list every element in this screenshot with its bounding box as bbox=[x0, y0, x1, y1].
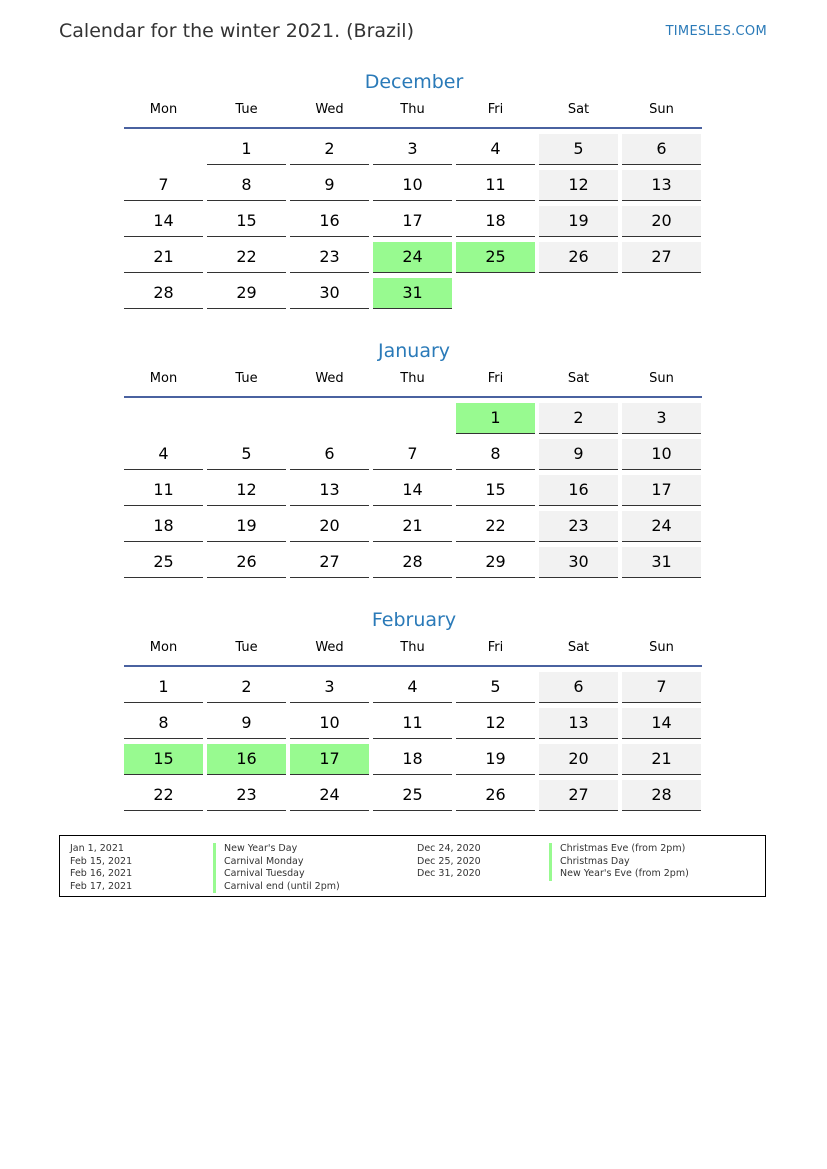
day-cell: 28 bbox=[373, 547, 452, 578]
day-cell: 21 bbox=[124, 242, 203, 273]
day-cell: 12 bbox=[207, 475, 286, 506]
day-cell: 14 bbox=[373, 475, 452, 506]
day-cell: 2 bbox=[539, 403, 618, 434]
month-december bbox=[124, 67, 704, 314]
weekday-label: Wed bbox=[315, 371, 344, 386]
month-january bbox=[124, 336, 704, 583]
day-cell: 16 bbox=[290, 206, 369, 237]
week-row bbox=[124, 475, 704, 506]
day-cell: 24 bbox=[373, 242, 452, 273]
day-cell: 8 bbox=[124, 708, 203, 739]
day-cell: 17 bbox=[622, 475, 701, 506]
day-cell: 9 bbox=[539, 439, 618, 470]
day-cell: 11 bbox=[373, 708, 452, 739]
day-cell: 5 bbox=[456, 672, 535, 703]
weekday-label: Fri bbox=[487, 640, 504, 655]
day-cell: 19 bbox=[539, 206, 618, 237]
day-cell: 8 bbox=[456, 439, 535, 470]
week-row bbox=[124, 672, 704, 703]
day-cell: 9 bbox=[290, 170, 369, 201]
day-cell: 26 bbox=[539, 242, 618, 273]
weekday-label: Wed bbox=[315, 640, 344, 655]
day-cell: 25 bbox=[124, 547, 203, 578]
day-cell: 1 bbox=[207, 134, 286, 165]
day-cell: 25 bbox=[373, 780, 452, 811]
day-cell: 18 bbox=[456, 206, 535, 237]
day-cell: 17 bbox=[290, 744, 369, 775]
day-cell: 12 bbox=[539, 170, 618, 201]
day-cell: 2 bbox=[290, 134, 369, 165]
month-title: December bbox=[364, 71, 464, 93]
weekday-label: Mon bbox=[149, 371, 178, 386]
day-cell: 11 bbox=[124, 475, 203, 506]
day-cell: 4 bbox=[124, 439, 203, 470]
legend-date: Feb 16, 2021 bbox=[70, 868, 133, 879]
day-cell: 8 bbox=[207, 170, 286, 201]
day-cell: 23 bbox=[539, 511, 618, 542]
day-cell: 10 bbox=[622, 439, 701, 470]
day-cell: 23 bbox=[207, 780, 286, 811]
day-cell: 28 bbox=[622, 780, 701, 811]
day-cell: 10 bbox=[290, 708, 369, 739]
legend-holiday-name: Christmas Day bbox=[560, 855, 630, 867]
month-february bbox=[124, 605, 704, 816]
day-cell: 5 bbox=[207, 439, 286, 470]
legend-holiday-name: Carnival end (until 2pm) bbox=[224, 880, 340, 892]
day-cell: 30 bbox=[539, 547, 618, 578]
day-cell bbox=[373, 403, 452, 434]
day-cell: 29 bbox=[207, 278, 286, 309]
day-cell: 9 bbox=[207, 708, 286, 739]
legend-holiday-name: New Year's Eve (from 2pm) bbox=[560, 868, 689, 879]
day-cell: 21 bbox=[622, 744, 701, 775]
day-cell bbox=[124, 403, 203, 434]
week-row bbox=[124, 511, 704, 542]
day-cell: 6 bbox=[290, 439, 369, 470]
day-cell: 27 bbox=[622, 242, 701, 273]
weekday-header bbox=[124, 101, 704, 127]
header-rule bbox=[124, 127, 702, 129]
day-cell: 25 bbox=[456, 242, 535, 273]
weekday-label: Thu bbox=[400, 102, 425, 117]
day-cell: 7 bbox=[622, 672, 701, 703]
week-row bbox=[124, 708, 704, 739]
week-row bbox=[124, 744, 704, 775]
day-cell: 30 bbox=[290, 278, 369, 309]
day-cell: 16 bbox=[539, 475, 618, 506]
weekday-label: Sat bbox=[567, 371, 590, 386]
day-cell: 24 bbox=[622, 511, 701, 542]
week-row bbox=[124, 780, 704, 811]
day-cell: 13 bbox=[290, 475, 369, 506]
day-cell: 19 bbox=[207, 511, 286, 542]
day-cell: 15 bbox=[207, 206, 286, 237]
week-row bbox=[124, 134, 704, 165]
weekday-label: Fri bbox=[487, 371, 504, 386]
weekday-label: Mon bbox=[149, 102, 178, 117]
weekday-label: Sun bbox=[649, 371, 674, 386]
day-cell: 14 bbox=[124, 206, 203, 237]
day-cell: 4 bbox=[456, 134, 535, 165]
day-cell: 15 bbox=[456, 475, 535, 506]
week-row bbox=[124, 547, 704, 578]
weekday-label: Mon bbox=[149, 640, 178, 655]
weekday-label: Thu bbox=[400, 640, 425, 655]
month-title: January bbox=[377, 340, 451, 362]
day-cell: 28 bbox=[124, 278, 203, 309]
day-cell: 6 bbox=[539, 672, 618, 703]
weekday-label: Sun bbox=[649, 102, 674, 117]
week-row bbox=[124, 242, 704, 273]
day-cell: 3 bbox=[290, 672, 369, 703]
day-cell: 1 bbox=[124, 672, 203, 703]
header-rule bbox=[124, 396, 702, 398]
day-cell: 27 bbox=[539, 780, 618, 811]
day-cell: 31 bbox=[622, 547, 701, 578]
page-title: Calendar for the winter 2021. (Brazil) bbox=[59, 20, 414, 42]
legend-holiday-name: Carnival Monday bbox=[224, 855, 304, 867]
weekday-label: Tue bbox=[235, 640, 258, 655]
weekday-header bbox=[124, 370, 704, 396]
day-cell bbox=[124, 134, 203, 165]
legend-dates-right bbox=[417, 843, 557, 881]
legend-names-left bbox=[213, 843, 340, 893]
day-cell: 22 bbox=[456, 511, 535, 542]
day-cell: 22 bbox=[207, 242, 286, 273]
legend-date: Feb 17, 2021 bbox=[70, 880, 133, 892]
weekday-label: Tue bbox=[235, 102, 258, 117]
day-cell: 31 bbox=[373, 278, 452, 309]
week-row bbox=[124, 403, 704, 434]
day-cell: 20 bbox=[290, 511, 369, 542]
day-cell: 15 bbox=[124, 744, 203, 775]
weekday-label: Sat bbox=[567, 102, 590, 117]
legend-holiday-name: New Year's Day bbox=[224, 843, 298, 854]
day-cell bbox=[456, 278, 535, 309]
weekday-header bbox=[124, 639, 704, 665]
day-cell: 24 bbox=[290, 780, 369, 811]
week-row bbox=[124, 170, 704, 201]
week-row bbox=[124, 206, 704, 237]
day-cell: 3 bbox=[373, 134, 452, 165]
day-cell: 19 bbox=[456, 744, 535, 775]
day-cell: 1 bbox=[456, 403, 535, 434]
legend-date: Dec 24, 2020 bbox=[417, 843, 481, 854]
day-cell bbox=[539, 278, 618, 309]
day-cell bbox=[290, 403, 369, 434]
day-cell: 20 bbox=[539, 744, 618, 775]
header-rule bbox=[124, 665, 702, 667]
weekday-label: Tue bbox=[235, 371, 258, 386]
day-cell: 2 bbox=[207, 672, 286, 703]
day-cell: 20 bbox=[622, 206, 701, 237]
legend-date: Feb 15, 2021 bbox=[70, 855, 133, 867]
weekday-label: Sat bbox=[567, 640, 590, 655]
day-cell: 26 bbox=[207, 547, 286, 578]
day-cell: 13 bbox=[622, 170, 701, 201]
month-title: February bbox=[371, 609, 457, 631]
weekday-label: Fri bbox=[487, 102, 504, 117]
weekday-label: Sun bbox=[649, 640, 674, 655]
day-cell: 18 bbox=[124, 511, 203, 542]
day-cell: 27 bbox=[290, 547, 369, 578]
day-cell: 21 bbox=[373, 511, 452, 542]
week-row bbox=[124, 278, 704, 309]
legend-dates-left bbox=[70, 843, 210, 893]
legend-names-right bbox=[549, 843, 689, 881]
day-cell: 14 bbox=[622, 708, 701, 739]
day-cell: 23 bbox=[290, 242, 369, 273]
day-cell: 5 bbox=[539, 134, 618, 165]
day-cell bbox=[207, 403, 286, 434]
weekday-label: Thu bbox=[400, 371, 425, 386]
day-cell: 7 bbox=[373, 439, 452, 470]
day-cell: 22 bbox=[124, 780, 203, 811]
day-cell: 6 bbox=[622, 134, 701, 165]
day-cell: 29 bbox=[456, 547, 535, 578]
day-cell: 11 bbox=[456, 170, 535, 201]
day-cell: 3 bbox=[622, 403, 701, 434]
day-cell: 4 bbox=[373, 672, 452, 703]
legend-holiday-name: Carnival Tuesday bbox=[224, 868, 305, 879]
weekday-label: Wed bbox=[315, 102, 344, 117]
day-cell: 13 bbox=[539, 708, 618, 739]
day-cell: 7 bbox=[124, 170, 203, 201]
legend-date: Dec 31, 2020 bbox=[417, 868, 481, 879]
day-cell: 16 bbox=[207, 744, 286, 775]
day-cell: 10 bbox=[373, 170, 452, 201]
day-cell: 26 bbox=[456, 780, 535, 811]
holiday-legend bbox=[59, 835, 766, 897]
legend-holiday-name: Christmas Eve (from 2pm) bbox=[560, 843, 686, 854]
legend-date: Dec 25, 2020 bbox=[417, 855, 481, 867]
day-cell: 17 bbox=[373, 206, 452, 237]
site-link[interactable]: TIMESLES.COM bbox=[665, 24, 767, 39]
legend-date: Jan 1, 2021 bbox=[70, 843, 124, 854]
week-row bbox=[124, 439, 704, 470]
day-cell bbox=[622, 278, 701, 309]
day-cell: 12 bbox=[456, 708, 535, 739]
day-cell: 18 bbox=[373, 744, 452, 775]
